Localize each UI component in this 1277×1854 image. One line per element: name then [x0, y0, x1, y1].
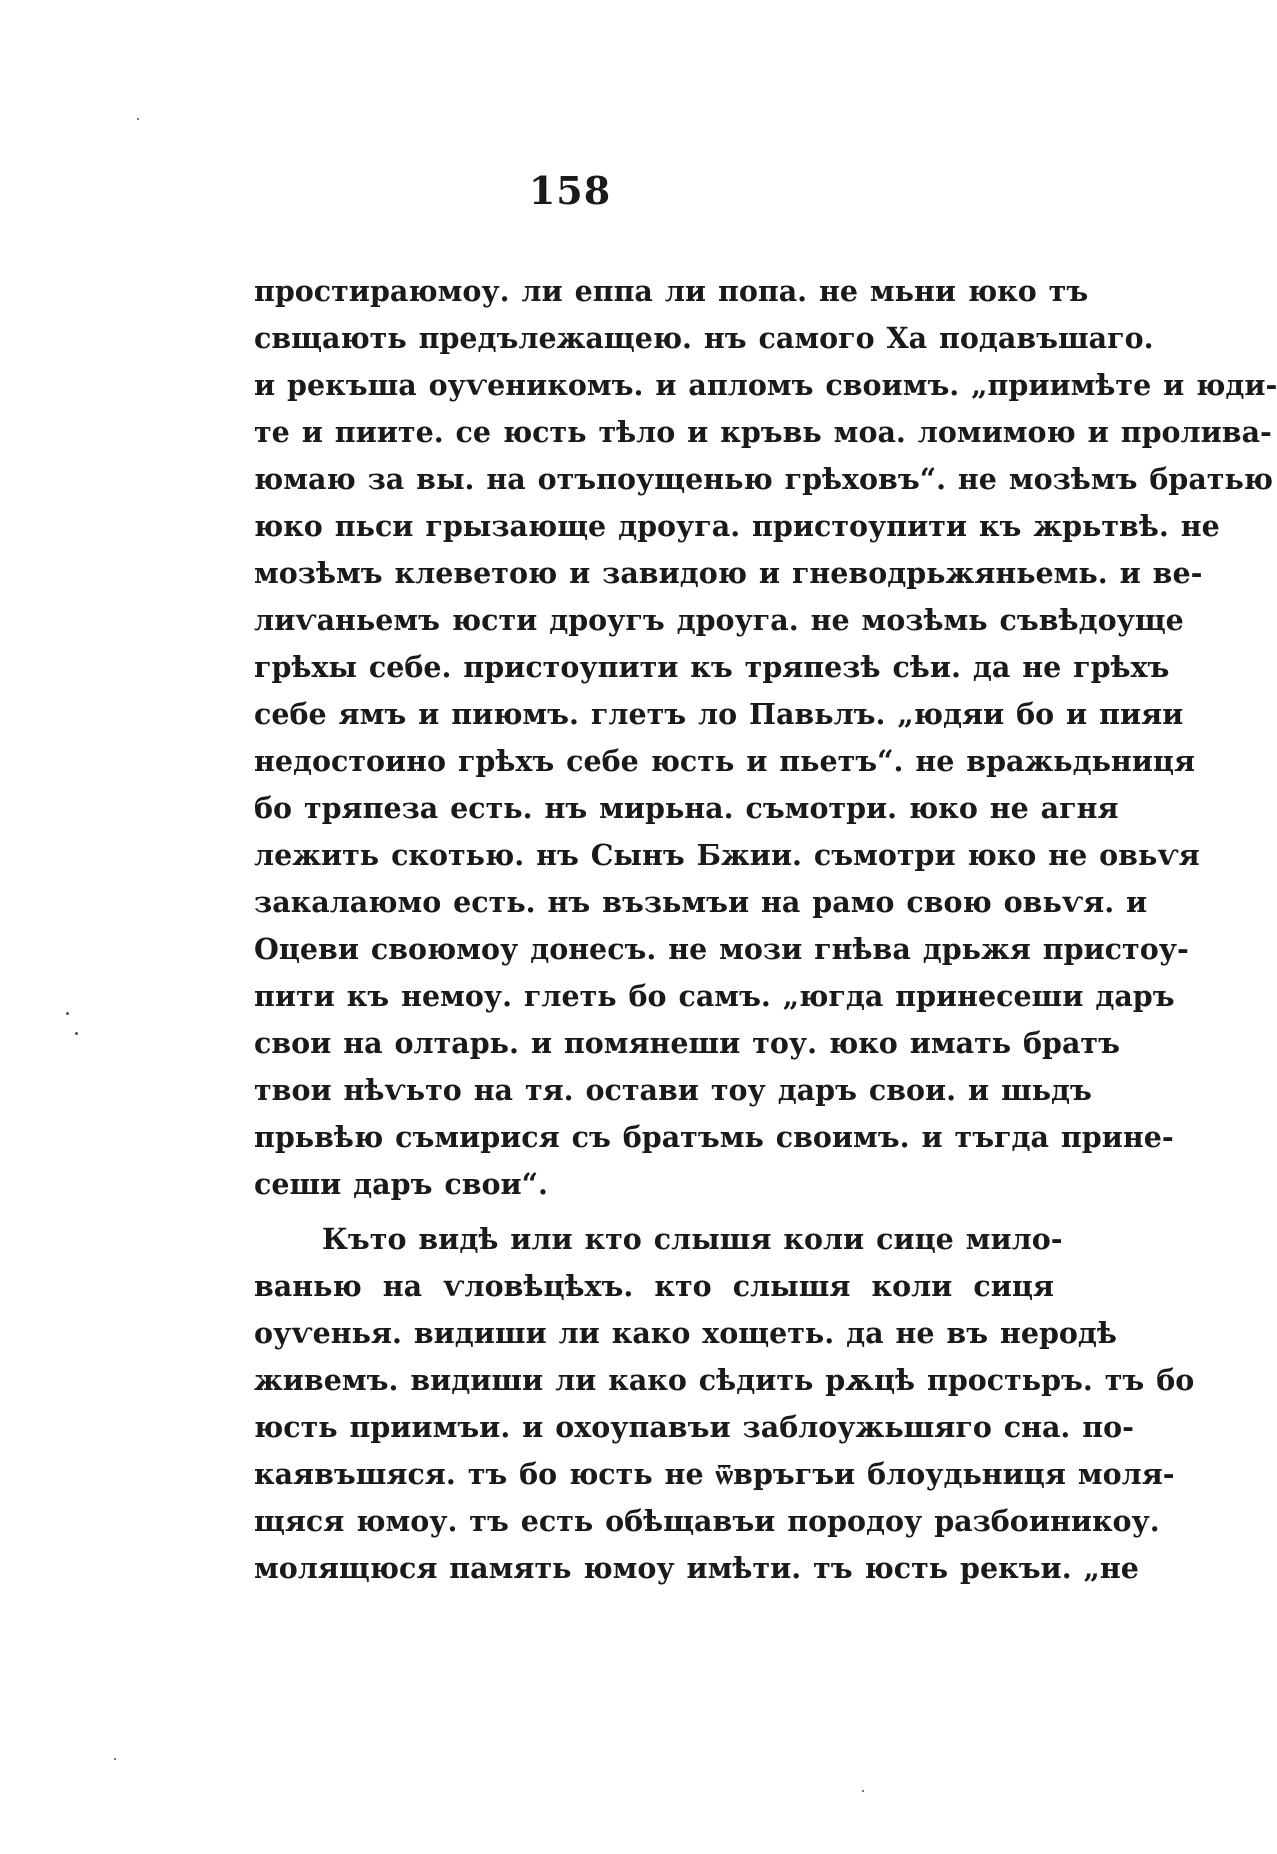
- text-line: мозѣмъ клеветою и завидою и гневодрьжяньемь. и ве-: [254, 556, 1203, 590]
- text-line: и рекъша оуѵеникомъ. и апломъ своимъ. „приимѣте и юди-: [254, 368, 1277, 402]
- text-line: юмаю за вы. на отъпоущенью грѣховъ“. не мозѣмъ братью: [254, 462, 1274, 496]
- page-number: 158: [528, 168, 612, 213]
- text-line: свщають предълежащею. нъ самого Ха подавъшаго.: [254, 321, 1154, 355]
- text-line: закалаюмо есть. нъ възьмъи на рамо свою овьѵя. и: [254, 885, 1148, 919]
- text-line: себе ямъ и пиюмъ. глетъ ло Павьлъ. „юдяи бо и пияи: [254, 697, 1184, 731]
- text-line: живемъ. видиши ли како сѣдить рѫцѣ простьръ. тъ бо: [254, 1363, 1195, 1397]
- text-line: молящюся память юмоу имѣти. тъ юсть рекъи. „не: [254, 1551, 1139, 1585]
- text-line: юко пьси грызающе дроуга. пристоупити къ жрьтвѣ. не: [254, 509, 1220, 543]
- text-line: щяся юмоу. тъ есть обѣщавъи породоу разбоиникоу.: [254, 1504, 1160, 1538]
- scan-speck: [66, 1012, 69, 1015]
- text-line: Къто видѣ или кто слышя коли сице мило-: [322, 1222, 1063, 1256]
- text-line: юсть приимъи. и охоупавъи заблоужьшяго сна. по-: [254, 1410, 1134, 1444]
- scan-speck: [862, 1790, 864, 1792]
- text-line: прьвѣю съмирися съ братъмь своимъ. и тъгда прине-: [254, 1120, 1174, 1154]
- text-line: оуѵенья. видиши ли како хощеть. да не въ неродѣ: [254, 1316, 1117, 1350]
- text-line: пити къ немоу. глеть бо самъ. „югда принесеши даръ: [254, 979, 1175, 1013]
- text-line: ванью на ѵловѣцѣхъ. кто слышя коли сиця: [254, 1269, 1054, 1303]
- text-line: простираюмоу. ли еппа ли попа. не мьни юко тъ: [254, 274, 1089, 308]
- text-line: свои на олтарь. и помянеши тоу. юко имать братъ: [254, 1026, 1120, 1060]
- text-line: сеши даръ свои“.: [254, 1167, 548, 1201]
- scan-speck: [137, 118, 139, 120]
- paragraph-gap: [254, 1208, 1054, 1216]
- text-line: лежить скотью. нъ Сынъ Бжии. съмотри юко не овьѵя: [254, 838, 1200, 872]
- body-text: [254, 268, 1277, 1592]
- text-line: твои нѣѵьто на тя. остави тоу даръ свои. и шьдъ: [254, 1073, 1092, 1107]
- text-line: Оцеви своюмоу донесъ. не мози гнѣва дрьжя пристоу-: [254, 932, 1189, 966]
- text-line: бо тряпеза есть. нъ мирьна. съмотри. юко не агня: [254, 791, 1119, 825]
- text-line: грѣхы себе. пристоупити къ тряпезѣ сѣи. да не грѣхъ: [254, 650, 1170, 684]
- scan-speck: [114, 1758, 116, 1760]
- scan-speck: [75, 1032, 78, 1035]
- text-line: недостоино грѣхъ себе юсть и пьетъ“. не вражьдьниця: [254, 744, 1196, 778]
- text-line: те и пиите. се юсть тѣло и кръвь моа. ломимою и пролива-: [254, 415, 1272, 449]
- text-line: каявъшяся. тъ бо юсть не ѿвръгъи блоудьниця моля-: [254, 1457, 1175, 1491]
- text-line: лиѵаньемъ юсти дроугъ дроуга. не мозѣмь съвѣдоуще: [254, 603, 1184, 637]
